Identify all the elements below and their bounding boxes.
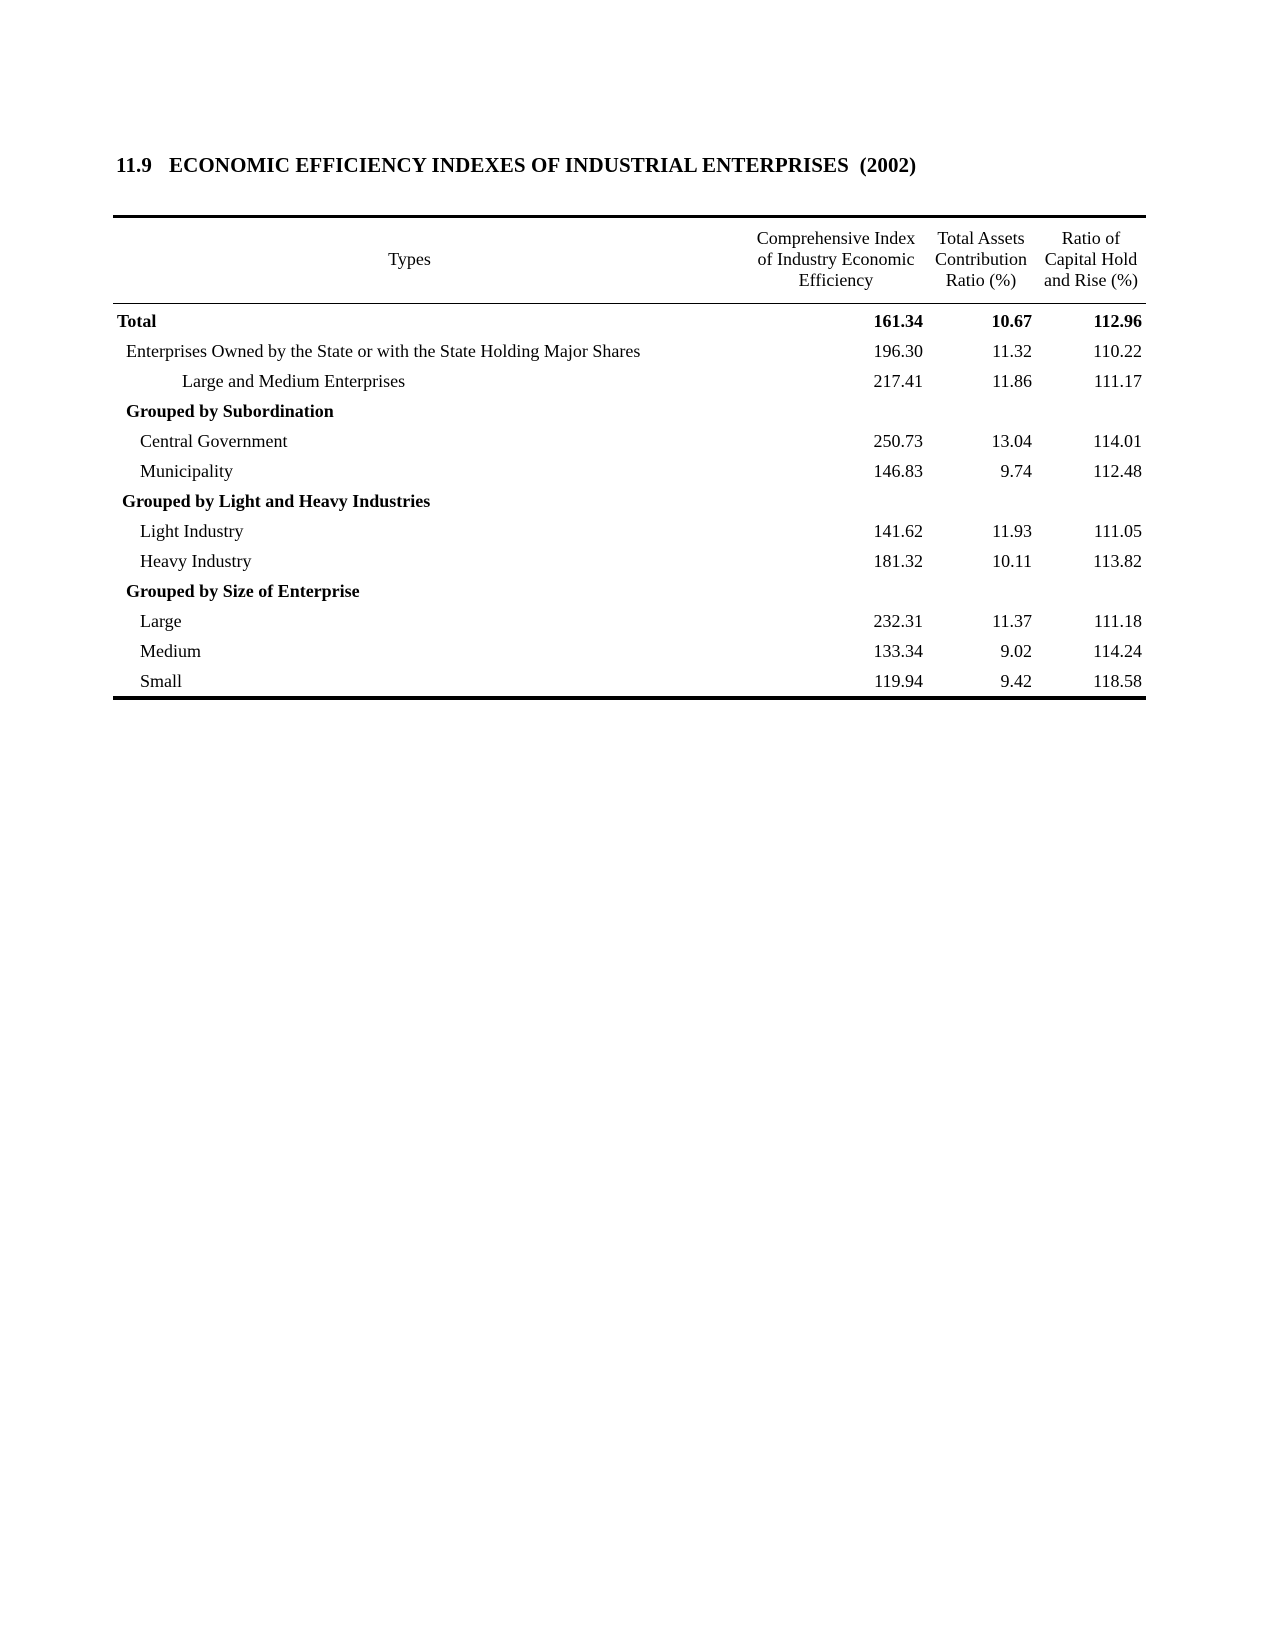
capital-ratio-value: 114.01 xyxy=(1093,431,1142,451)
header-comprehensive-index xyxy=(746,217,926,304)
comprehensive-index-value: 181.32 xyxy=(873,551,923,571)
table-row xyxy=(113,304,1146,337)
table-header xyxy=(113,217,1146,304)
row-label: Large xyxy=(140,611,182,631)
comprehensive-index-value: 146.83 xyxy=(873,461,923,481)
total-assets-ratio-value: 11.93 xyxy=(992,521,1032,541)
capital-ratio-value: 111.05 xyxy=(1093,521,1142,541)
total-assets-ratio-value xyxy=(926,396,1036,426)
header-capital-ratio xyxy=(1036,217,1146,304)
efficiency-table xyxy=(113,215,1146,700)
comprehensive-index-value: 232.31 xyxy=(873,611,923,631)
capital-ratio-value: 113.82 xyxy=(1093,551,1142,571)
row-label: Large and Medium Enterprises xyxy=(182,371,406,391)
table-row xyxy=(113,366,1146,396)
total-assets-ratio-value: 11.32 xyxy=(992,341,1032,361)
efficiency-table-container xyxy=(113,215,1146,700)
row-label: Municipality xyxy=(140,461,233,481)
table-row xyxy=(113,396,1146,426)
total-assets-ratio-value: 9.74 xyxy=(1000,461,1032,481)
table-row xyxy=(113,336,1146,366)
table-row xyxy=(113,546,1146,576)
total-assets-ratio-value: 10.67 xyxy=(991,311,1032,331)
capital-ratio-value: 112.96 xyxy=(1093,311,1142,331)
comprehensive-index-value xyxy=(746,486,926,516)
capital-ratio-value: 118.58 xyxy=(1093,671,1142,691)
table-row xyxy=(113,636,1146,666)
header-row xyxy=(113,217,1146,304)
table-title: ECONOMIC EFFICIENCY INDEXES OF INDUSTRIAL ENTERPRISES (2002) xyxy=(169,153,917,177)
row-label: Enterprises Owned by the State or with the State Holding Major Shares xyxy=(126,341,641,361)
total-assets-ratio-value xyxy=(926,576,1036,606)
capital-ratio-value xyxy=(1036,396,1146,426)
capital-ratio-value: 114.24 xyxy=(1093,641,1142,661)
table-row xyxy=(113,516,1146,546)
comprehensive-index-value: 133.34 xyxy=(873,641,923,661)
row-label: Grouped by Subordination xyxy=(126,401,334,421)
header-total-assets-line-1: Total Assets xyxy=(937,228,1025,248)
header-capital-line-2: Capital Hold xyxy=(1044,249,1138,269)
row-label: Grouped by Light and Heavy Industries xyxy=(122,491,431,511)
comprehensive-index-value xyxy=(746,396,926,426)
capital-ratio-value: 111.18 xyxy=(1093,611,1142,631)
capital-ratio-value xyxy=(1036,576,1146,606)
row-label: Grouped by Size of Enterprise xyxy=(126,581,360,601)
header-capital-line-3: and Rise (%) xyxy=(1044,270,1138,290)
row-label: Small xyxy=(140,671,183,691)
row-label: Total xyxy=(117,311,157,331)
table-row xyxy=(113,486,1146,516)
row-label: Medium xyxy=(140,641,201,661)
comprehensive-index-value: 141.62 xyxy=(873,521,923,541)
total-assets-ratio-value: 11.37 xyxy=(992,611,1032,631)
comprehensive-index-value: 217.41 xyxy=(873,371,923,391)
row-label: Light Industry xyxy=(140,521,244,541)
header-total-assets xyxy=(926,217,1036,304)
comprehensive-index-value: 119.94 xyxy=(874,671,923,691)
row-label: Heavy Industry xyxy=(140,551,252,571)
total-assets-ratio-value: 13.04 xyxy=(991,431,1032,451)
section-number: 11.9 xyxy=(116,153,152,177)
capital-ratio-value: 110.22 xyxy=(1093,341,1142,361)
total-assets-ratio-value xyxy=(926,486,1036,516)
header-comprehensive-line-2: of Industry Economic xyxy=(757,249,915,269)
row-label: Central Government xyxy=(140,431,288,451)
comprehensive-index-value xyxy=(746,576,926,606)
header-comprehensive-line-1: Comprehensive Index xyxy=(756,228,916,248)
header-capital-line-1: Ratio of xyxy=(1061,228,1121,248)
capital-ratio-value xyxy=(1036,486,1146,516)
comprehensive-index-value: 196.30 xyxy=(873,341,923,361)
comprehensive-index-value: 250.73 xyxy=(873,431,923,451)
capital-ratio-value: 111.17 xyxy=(1093,371,1142,391)
header-total-assets-line-3: Ratio (%) xyxy=(945,270,1017,290)
comprehensive-index-value: 161.34 xyxy=(873,311,923,331)
total-assets-ratio-value: 10.11 xyxy=(992,551,1032,571)
header-types: Types xyxy=(388,249,431,269)
total-assets-ratio-value: 11.86 xyxy=(992,371,1032,391)
table-row xyxy=(113,666,1146,698)
table-row xyxy=(113,606,1146,636)
total-assets-ratio-value: 9.02 xyxy=(1000,641,1032,661)
table-row xyxy=(113,456,1146,486)
table-body xyxy=(113,304,1146,699)
header-total-assets-line-2: Contribution xyxy=(934,249,1027,269)
header-comprehensive-line-3: Efficiency xyxy=(798,270,874,290)
table-row xyxy=(113,576,1146,606)
page-title xyxy=(116,153,916,178)
total-assets-ratio-value: 9.42 xyxy=(1000,671,1032,691)
table-row xyxy=(113,426,1146,456)
capital-ratio-value: 112.48 xyxy=(1093,461,1142,481)
